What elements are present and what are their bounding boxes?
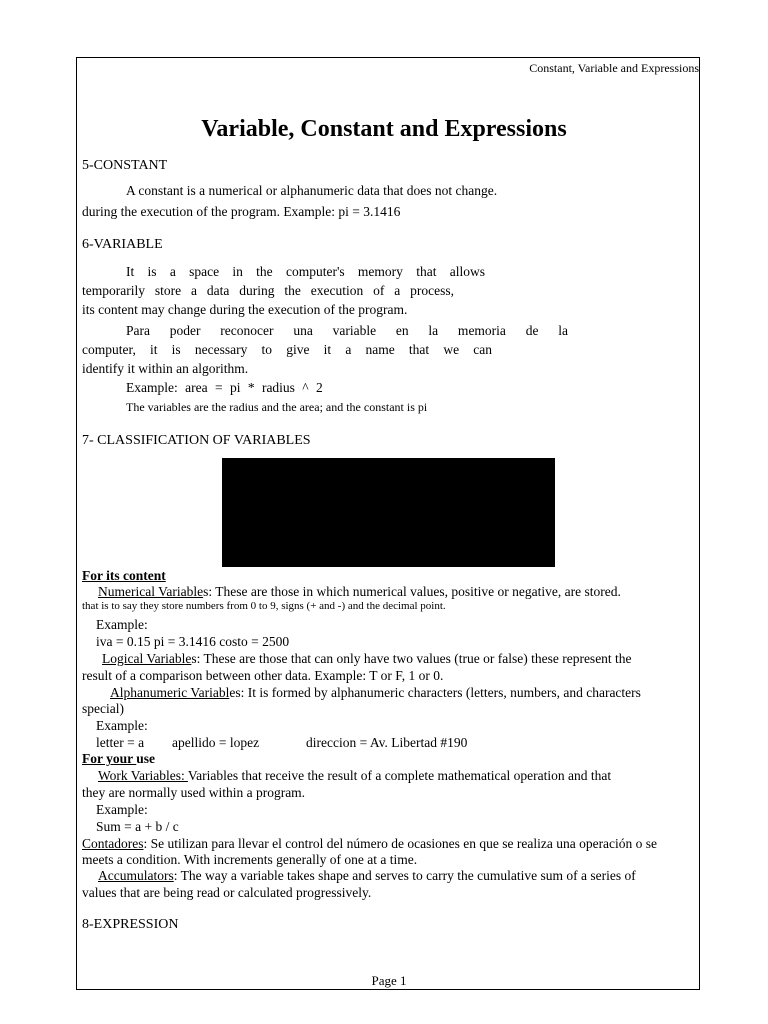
accumulators-line-2: values that are being read or calculated progressively.: [82, 885, 372, 900]
numerical-variables-line-2: that is to say they store numbers from 0 to 9, signs (+ and -) and the decimal point.: [82, 600, 446, 612]
work-variables-term: Work Variables:: [98, 768, 188, 783]
section-6-heading: 6-VARIABLE: [82, 237, 163, 252]
example-2-apellido: apellido = lopez: [172, 735, 260, 750]
section-8-heading: 8-EXPRESSION: [82, 917, 179, 932]
numerical-variables-line: [98, 585, 621, 599]
example-2-label: Example:: [96, 718, 148, 733]
logical-variables-text: s: These are those that can only have two values (true or false) these represent the: [191, 651, 632, 666]
section-6-line-6: identify it within an algorithm.: [82, 361, 249, 376]
numerical-variables-term: Numerical Variable: [98, 584, 204, 599]
logical-variables-term: Logical Variable: [102, 651, 192, 666]
contadores-text: : Se utilizan para llevar el control del número de ocasiones en que se realiza una operación o se: [143, 836, 658, 851]
contadores-line: [82, 837, 657, 851]
work-variables-line: [98, 769, 611, 783]
alphanumeric-variables-term: Alphanumeric Variabl: [110, 685, 230, 700]
work-variables-text: Variables that receive the result of a complete mathematical operation and that: [187, 768, 612, 783]
classification-image: [222, 458, 555, 567]
alphanumeric-variables-text: es: It is formed by alphanumeric characters (letters, numbers, and characters: [229, 685, 641, 700]
use-heading: [82, 752, 155, 766]
section-5-line-1: A constant is a numerical or alphanumeric data that does not change.: [126, 183, 498, 198]
work-variables-line-2: they are normally used within a program.: [82, 785, 306, 800]
example-2-letter: letter = a: [96, 735, 145, 750]
page-title: Variable, Constant and Expressions: [201, 116, 567, 142]
section-5-heading: 5-CONSTANT: [82, 158, 168, 173]
section-6-example: Example: area = pi * radius ^ 2: [126, 380, 323, 395]
content-heading: For its content: [82, 568, 166, 583]
section-6-line-4: Para poder reconocer una variable en la memoria de la: [126, 323, 568, 338]
accumulators-line: [98, 869, 636, 883]
example-1-value: iva = 0.15 pi = 3.1416 costo = 2500: [96, 634, 290, 649]
use-heading-rest: use: [136, 751, 156, 766]
contadores-line-2: meets a condition. With increments generally of one at a time.: [82, 852, 418, 867]
numerical-variables-text: s: These are those in which numerical values, positive or negative, are stored.: [203, 584, 621, 599]
alphanumeric-variables-lead: [110, 686, 641, 700]
section-7-heading: 7- CLASSIFICATION OF VARIABLES: [82, 433, 311, 448]
alphanumeric-variables-line: [110, 686, 749, 700]
example-3-value: Sum = a + b / c: [96, 819, 179, 834]
example-2-direccion: direccion = Av. Libertad #190: [306, 735, 468, 750]
section-6-note: The variables are the radius and the area; and the constant is pi: [126, 400, 428, 414]
logical-variables-line-2: result of a comparison between other data. Example: T or F, 1 or 0.: [82, 668, 444, 683]
section-5-line-2: during the execution of the program. Example: pi = 3.1416: [82, 204, 401, 219]
contadores-term: Contadores: [82, 836, 144, 851]
running-header: Constant, Variable and Expressions: [529, 61, 699, 75]
accumulators-text: : The way a variable takes shape and serves to carry the cumulative sum of a series of: [173, 868, 636, 883]
logical-variables-line: [102, 652, 632, 666]
section-6-line-1: It is a space in the computer's memory that allows: [126, 264, 485, 279]
example-1-label: Example:: [96, 617, 148, 632]
page-number: Page 1: [371, 973, 407, 988]
section-6-line-2: temporarily store a data during the execution of a process,: [82, 283, 454, 298]
accumulators-term: Accumulators: [98, 868, 174, 883]
example-3-label: Example:: [96, 802, 148, 817]
section-6-line-5: computer, it is necessary to give it a name that we can: [82, 342, 492, 357]
alphanumeric-variables-line-2: special): [82, 701, 124, 716]
use-heading-underlined: For your: [82, 751, 137, 766]
section-6-line-3: its content may change during the execution of the program.: [82, 302, 408, 317]
